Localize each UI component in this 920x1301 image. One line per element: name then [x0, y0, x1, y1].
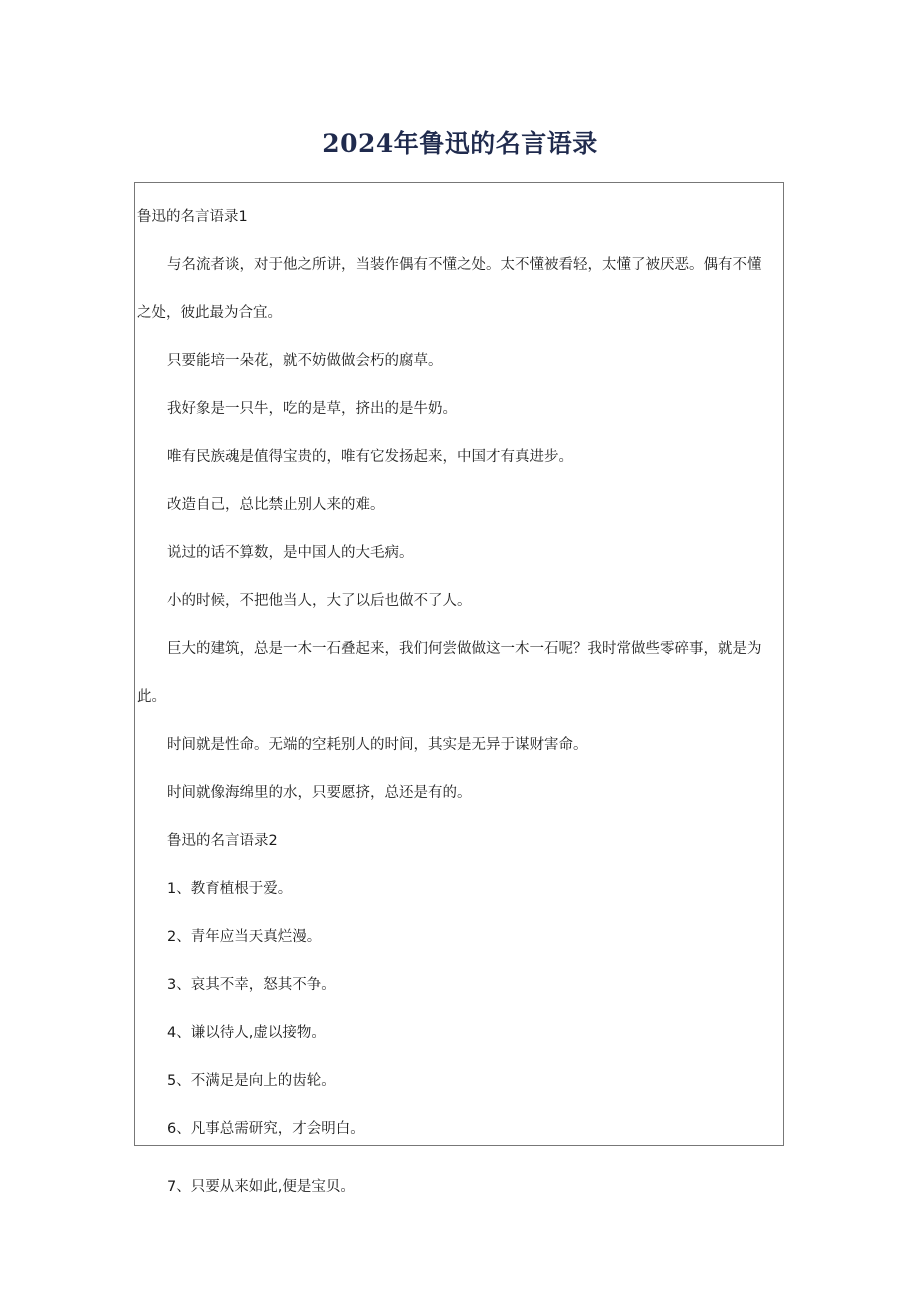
- quote-1-line-1: 与名流者谈，对于他之所讲，当装作偶有不懂之处。太不懂被看轻，太懂了被厌恶。偶有不懂: [167, 257, 762, 273]
- list-item: 3、哀其不幸，怒其不争。: [167, 977, 336, 993]
- list-item: 5、不满足是向上的齿轮。: [167, 1073, 336, 1089]
- quote-9: 时间就是性命。无端的空耗别人的时间，其实是无异于谋财害命。: [167, 737, 588, 753]
- section-heading-1: 鲁迅的名言语录1: [137, 209, 248, 225]
- content-frame: [134, 182, 784, 1146]
- quote-2: 只要能培一朵花，就不妨做做会朽的腐草。: [167, 353, 443, 369]
- quote-8-line-2: 此。: [137, 689, 166, 705]
- list-item: 4、谦以待人,虚以接物。: [167, 1025, 326, 1041]
- quote-1-line-2: 之处，彼此最为合宜。: [137, 305, 282, 321]
- list-item: 1、教育植根于爱。: [167, 881, 293, 897]
- section-heading-2: 鲁迅的名言语录2: [167, 833, 278, 849]
- quote-10: 时间就像海绵里的水，只要愿挤，总还是有的。: [167, 785, 472, 801]
- list-item: 2、青年应当天真烂漫。: [167, 929, 322, 945]
- quote-6: 说过的话不算数，是中国人的大毛病。: [167, 545, 414, 561]
- quote-8-line-1: 巨大的建筑，总是一木一石叠起来，我们何尝做做这一木一石呢？我时常做些零碎事，就是为: [167, 641, 762, 657]
- quote-3: 我好象是一只牛，吃的是草，挤出的是牛奶。: [167, 401, 457, 417]
- list-item: 7、只要从来如此,便是宝贝。: [167, 1179, 355, 1195]
- document-title: 2024年鲁迅的名言语录: [322, 129, 598, 158]
- quote-5: 改造自己，总比禁止别人来的难。: [167, 497, 385, 513]
- quote-7: 小的时候，不把他当人，大了以后也做不了人。: [167, 593, 472, 609]
- list-item: 6、凡事总需研究，才会明白。: [167, 1121, 365, 1137]
- quote-4: 唯有民族魂是值得宝贵的，唯有它发扬起来，中国才有真进步。: [167, 449, 573, 465]
